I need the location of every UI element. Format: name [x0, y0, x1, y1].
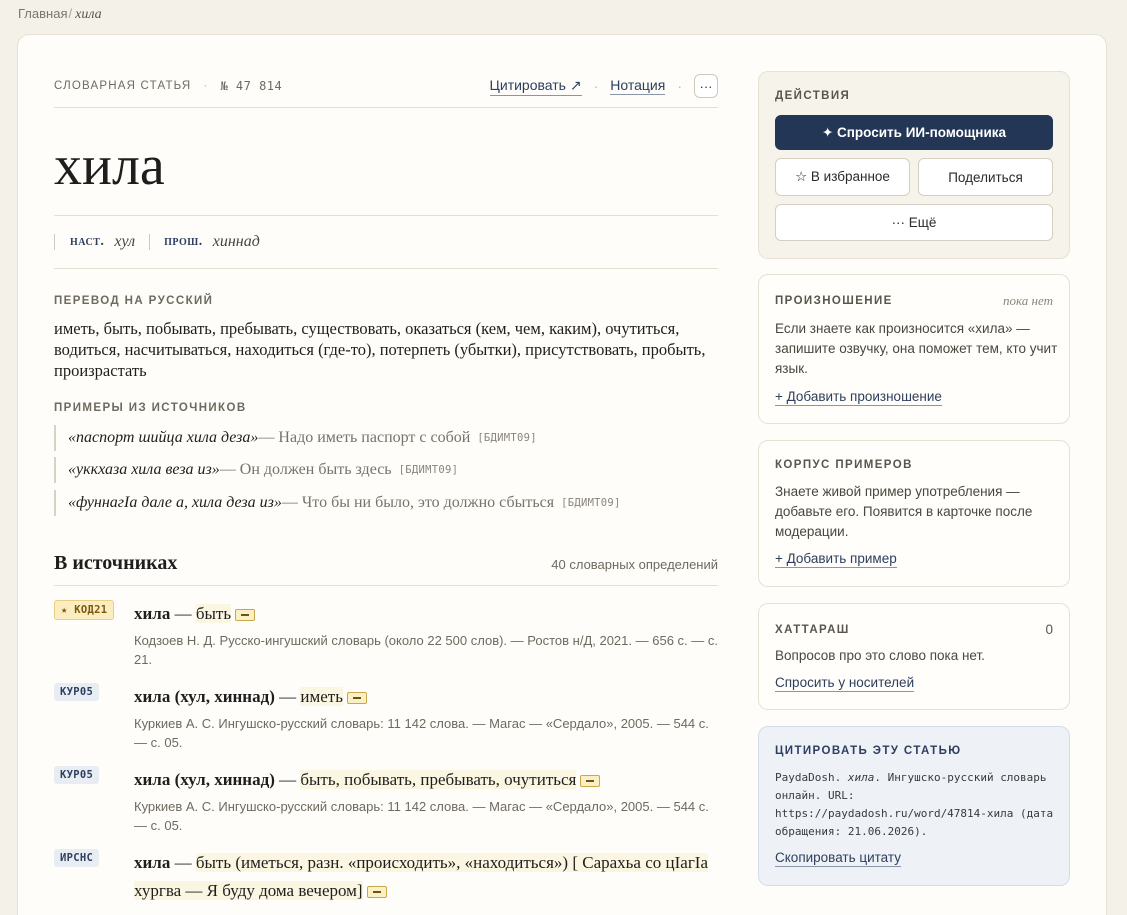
entry-definition: иметь	[300, 687, 343, 706]
hattarash-count: 0	[1045, 622, 1053, 637]
translation-label: ПЕРЕВОД НА РУССКИЙ	[54, 295, 214, 307]
entry-definition: быть	[195, 604, 232, 623]
collapse-icon[interactable]	[347, 692, 367, 704]
source-badge[interactable]: КУР05	[54, 683, 99, 701]
share-button[interactable]: Поделиться	[918, 158, 1053, 196]
form-value-present: хул	[114, 233, 136, 250]
entry-headword: хила	[134, 604, 171, 623]
cite-link[interactable]: Цитировать ↗	[490, 77, 582, 96]
pronunciation-status: пока нет	[1003, 293, 1053, 308]
entry-citation: Куркиев А. С. Ингушско-русский словарь: 11 142 слова. — Магас — «Сердало», 2005. — 544 с. — с. 05.	[134, 716, 709, 750]
example-item	[54, 425, 537, 451]
divider	[54, 585, 718, 586]
collapse-icon[interactable]	[580, 775, 600, 787]
hattarash-title: ХАТТАРАШ	[775, 624, 850, 636]
entry-dash: —	[170, 853, 196, 872]
form-abbr-past: прош.	[164, 234, 203, 249]
actions-panel	[758, 71, 1070, 259]
cite-text-rest: . Ингушско-русский словарь онлайн. URL: https://paydadosh.ru/word/47814-хила (дата обращения: 21.06.2026).	[775, 771, 1054, 838]
add-pronunciation-link[interactable]: + Добавить произношение	[775, 389, 942, 404]
breadcrumb-current: хила	[75, 7, 102, 22]
breadcrumb-separator: /	[68, 6, 73, 21]
example-source-text: «паспорт шийца хила деза»	[68, 429, 259, 446]
actions-title: ДЕЙСТВИЯ	[775, 90, 851, 102]
cite-panel	[758, 726, 1070, 886]
favorite-button[interactable]: ☆ В избранное	[775, 158, 910, 196]
divider	[54, 268, 718, 269]
meta-dot: ·	[593, 78, 599, 94]
meta-dot: ·	[203, 80, 209, 92]
example-source-text: «фуннагIа дале а, хила деза из»	[68, 494, 282, 511]
entry-headword: хила (хул, хиннад)	[134, 687, 275, 706]
corpus-text: Знаете живой пример употребления — добавьте его. Появится в карточке после модерации.	[775, 484, 1033, 539]
collapse-icon[interactable]	[235, 609, 255, 621]
entry-dash: —	[170, 604, 196, 623]
example-translation: — Что бы ни было, это должно сбыться	[281, 494, 555, 511]
entry-citation: Куркиев А. С. Ингушско-русский словарь: 11 142 слова. — Магас — «Сердало», 2005. — 544 с. — с. 05.	[134, 799, 709, 833]
entry-text	[134, 600, 718, 628]
entry-text	[134, 683, 718, 711]
example-source-tag: [БДИМТ09]	[561, 497, 621, 509]
entry-text	[134, 766, 718, 794]
cite-text	[775, 769, 1059, 841]
article-meta	[54, 75, 718, 97]
ask-natives-link[interactable]: Спросить у носителей	[775, 675, 915, 690]
example-item	[54, 490, 621, 516]
headword: хила	[54, 135, 165, 197]
example-translation: — Надо иметь паспорт с собой	[258, 429, 471, 446]
entry-definition: быть (иметься, разн. «происходить», «находиться») [ Сарахьа со цIагIа хургва — Я буду дома вечером]	[134, 853, 709, 900]
form-abbr-present: наст.	[70, 234, 105, 249]
example-source-tag: [БДИМТ09]	[398, 464, 459, 476]
breadcrumb	[18, 6, 102, 23]
ask-ai-button[interactable]: ✦ Спросить ИИ-помощника	[775, 115, 1053, 150]
more-options-button[interactable]: ···	[694, 74, 718, 98]
collapse-icon[interactable]	[367, 886, 387, 898]
corpus-title: КОРПУС ПРИМЕРОВ	[775, 459, 913, 471]
cite-text-word: хила	[847, 771, 875, 784]
copy-citation-link[interactable]: Скопировать цитату	[775, 850, 901, 865]
corpus-panel	[758, 440, 1070, 587]
article-number: № 47 814	[220, 79, 283, 93]
hattarash-text: Вопросов про это слово пока нет.	[775, 648, 985, 663]
cite-text-prefix: PaydaDosh.	[775, 771, 848, 784]
example-item	[54, 457, 458, 483]
entry-headword: хила	[134, 853, 171, 872]
notation-link[interactable]: Нотация	[610, 77, 666, 93]
entry-definition: быть, побывать, пребывать, очутиться	[300, 770, 577, 789]
pronunciation-panel	[758, 274, 1070, 424]
sources-title: В источниках	[54, 552, 178, 574]
divider	[54, 215, 718, 216]
meta-dot: ·	[677, 78, 682, 94]
source-badge[interactable]: ИРСНС	[54, 849, 99, 867]
entry-dash: —	[274, 687, 301, 706]
article-kind: СЛОВАРНАЯ СТАТЬЯ	[54, 80, 192, 92]
breadcrumb-home[interactable]: Главная	[18, 6, 68, 21]
entry-text	[134, 849, 718, 905]
pronunciation-text: Если знаете как произносится «хила» — запишите озвучку, она поможет тем, кто учит язык.	[775, 321, 1058, 376]
example-translation: — Он должен быть здесь	[219, 461, 392, 478]
more-actions-button[interactable]: ··· Ещё	[775, 204, 1053, 241]
entry-dash: —	[274, 770, 301, 789]
example-source-tag: [БДИМТ09]	[477, 432, 537, 444]
source-badge[interactable]: ★ КОД21	[54, 600, 114, 620]
word-forms	[54, 233, 260, 251]
divider	[54, 107, 718, 108]
entry-citation: Кодзоев Н. Д. Русско-ингушский словарь (около 22 500 слов). — Ростов н/Д, 2021. — 656 с. — с. 21.	[134, 633, 718, 667]
add-example-link[interactable]: + Добавить пример	[775, 551, 897, 566]
example-source-text: «уккхаза хила веза из»	[68, 461, 220, 478]
pronunciation-title: ПРОИЗНОШЕНИЕ	[775, 295, 893, 307]
examples-label: ПРИМЕРЫ ИЗ ИСТОЧНИКОВ	[54, 402, 247, 414]
form-value-past: хиннад	[212, 233, 260, 250]
form-separator	[54, 234, 55, 250]
cite-title: ЦИТИРОВАТЬ ЭТУ СТАТЬЮ	[775, 745, 962, 757]
entry-headword: хила (хул, хиннад)	[134, 770, 275, 789]
translation-text: иметь, быть, побывать, пребывать, существовать, оказаться (кем, чем, каким), очутиться, водиться, насчитываться, находиться (где-то), потерпеть (убытки), присутствовать, пробыть, произрастать	[54, 319, 706, 380]
hattarash-panel	[758, 603, 1070, 710]
source-badge[interactable]: КУР05	[54, 766, 99, 784]
form-separator	[149, 234, 150, 250]
sources-count: 40 словарных определений	[551, 557, 718, 572]
